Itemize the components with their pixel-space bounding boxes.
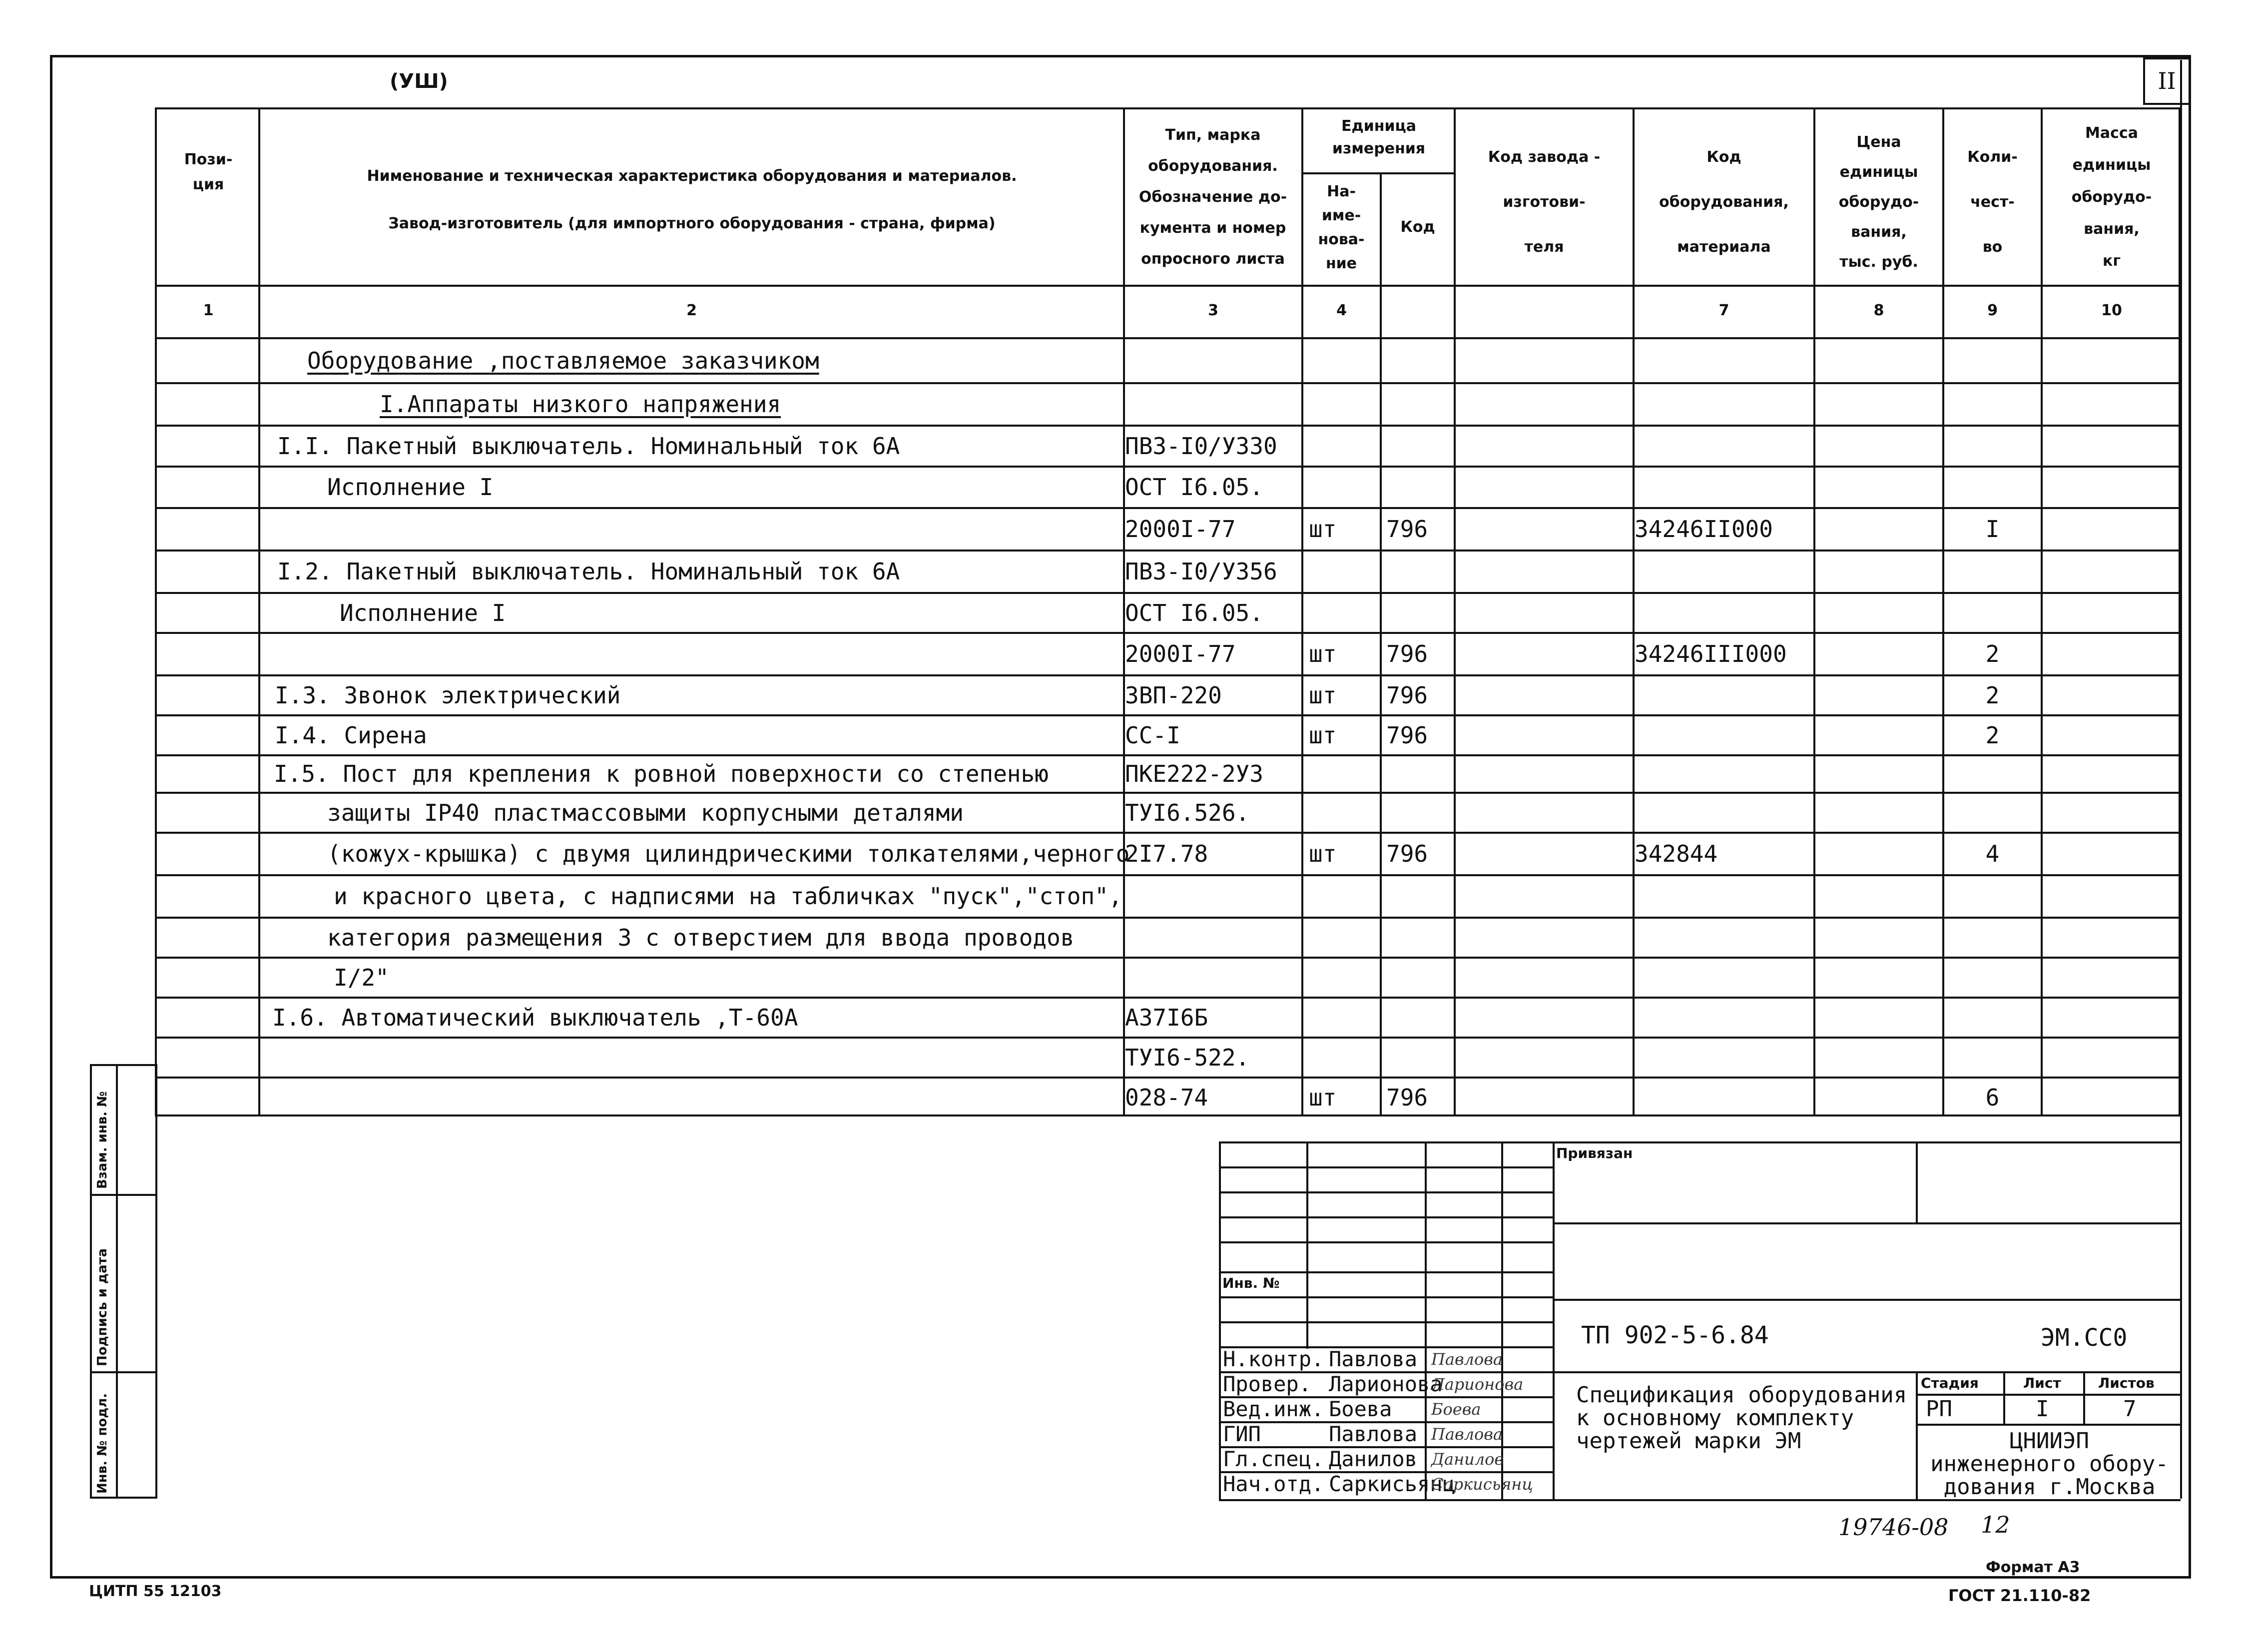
row-code bbox=[1386, 998, 1454, 1038]
row-code bbox=[1386, 1038, 1454, 1078]
row-qty bbox=[1944, 593, 2041, 633]
row-unit bbox=[1309, 755, 1379, 793]
row-name: I.I. Пакетный выключатель. Номинальный ток 6А bbox=[277, 433, 900, 460]
row-qty bbox=[1944, 383, 2041, 426]
signer-name: Данилов bbox=[1329, 1447, 1418, 1471]
row-equip_code: 34246II000 bbox=[1635, 516, 1773, 543]
signer-name: Боева bbox=[1329, 1397, 1392, 1421]
row-qty bbox=[1944, 755, 2041, 793]
inv-no-label: Инв. № bbox=[1222, 1275, 1280, 1291]
row-code bbox=[1386, 467, 1454, 508]
row-name: I.3. Звонок электрический bbox=[275, 682, 621, 709]
signer-role: ГИП bbox=[1223, 1422, 1261, 1446]
row-type bbox=[1125, 918, 1300, 958]
organization: ЦНИИЭП инженерного обору- дования г.Москва bbox=[1930, 1428, 2169, 1500]
row-unit: шт bbox=[1309, 840, 1337, 867]
signer-role: Провер. bbox=[1223, 1372, 1312, 1396]
row-unit bbox=[1309, 958, 1379, 998]
signer-role: Н.контр. bbox=[1223, 1347, 1324, 1371]
row-equip_code bbox=[1635, 675, 1813, 715]
row-code bbox=[1386, 551, 1454, 593]
colnum-2: 2 bbox=[686, 302, 697, 319]
colnum-3: 3 bbox=[1208, 302, 1218, 319]
header-unit-name: На- име- нова- ние bbox=[1318, 183, 1365, 272]
sheet-value: I bbox=[2036, 1396, 2049, 1422]
signer-name: Павлова bbox=[1329, 1347, 1418, 1371]
row-qty: 2 bbox=[1985, 640, 2000, 667]
row-unit bbox=[1309, 551, 1379, 593]
row-qty: I bbox=[1985, 516, 2000, 543]
colnum-7: 7 bbox=[1718, 302, 1729, 319]
side-label-signature-date: Подпись и дата bbox=[95, 1248, 110, 1366]
colnum-4: 4 bbox=[1336, 302, 1347, 319]
row-code bbox=[1386, 338, 1454, 383]
row-equip_code bbox=[1635, 958, 1813, 998]
row-type: А37I6Б bbox=[1125, 1004, 1208, 1031]
doc-code: ТП 902-5-6.84 bbox=[1581, 1321, 1769, 1349]
row-type: 028-74 bbox=[1125, 1084, 1208, 1111]
row-unit bbox=[1309, 793, 1379, 833]
format-label: Формат А3 bbox=[1986, 1559, 2080, 1576]
header-quantity: Коли- чест- во bbox=[1967, 148, 2018, 256]
row-qty bbox=[1944, 793, 2041, 833]
row-name: I.2. Пакетный выключатель. Номинальный ток 6А bbox=[277, 558, 900, 585]
row-code bbox=[1386, 383, 1454, 426]
page-number: II bbox=[2158, 67, 2176, 94]
row-qty bbox=[1944, 551, 2041, 593]
row-name: I.5. Пост для крепления к ровной поверхности со степенью bbox=[274, 760, 1049, 787]
side-label-inv-podl: Инв. № подл. bbox=[95, 1393, 110, 1494]
sheet-section: (УШ) bbox=[390, 70, 448, 93]
row-unit: шт bbox=[1309, 722, 1337, 749]
archive-page: 12 bbox=[1981, 1511, 2010, 1538]
row-type: СС-I bbox=[1125, 722, 1180, 749]
archive-number: 19746-08 bbox=[1838, 1514, 1949, 1541]
row-name: (кожух-крышка) с двумя цилиндрическими толкателями,черного bbox=[327, 840, 1130, 867]
row-equip_code bbox=[1635, 467, 1813, 508]
signature: Саркисьянц bbox=[1431, 1475, 1533, 1494]
row-type: ЗВП-220 bbox=[1125, 682, 1222, 709]
header-type: Тип, марка оборудования. Обозначение до- кумента и номер опросного листа bbox=[1138, 126, 1287, 268]
row-qty bbox=[1944, 467, 2041, 508]
row-name: I.Аппараты низкого напряжения bbox=[380, 391, 781, 418]
row-equip_code: 34246III000 bbox=[1635, 640, 1787, 667]
row-unit bbox=[1309, 918, 1379, 958]
signature: Ларионова bbox=[1431, 1375, 1524, 1394]
colnum-1: 1 bbox=[203, 302, 214, 319]
row-equip_code bbox=[1635, 1078, 1813, 1117]
signer-name: Павлова bbox=[1329, 1422, 1418, 1446]
header-position: Пози- ция bbox=[184, 151, 233, 193]
row-qty bbox=[1944, 875, 2041, 918]
row-qty: 4 bbox=[1985, 840, 2000, 867]
row-unit bbox=[1309, 593, 1379, 633]
signer-role: Нач.отд. bbox=[1223, 1472, 1324, 1496]
row-unit bbox=[1309, 338, 1379, 383]
row-name: I.4. Сирена bbox=[275, 722, 427, 749]
row-type: ПВЗ-I0/У356 bbox=[1125, 558, 1277, 585]
row-code: 796 bbox=[1386, 1084, 1428, 1111]
row-equip_code bbox=[1635, 1038, 1813, 1078]
signer-role: Вед.инж. bbox=[1223, 1397, 1324, 1421]
row-type: ОСТ I6.05. bbox=[1125, 474, 1263, 501]
row-equip_code bbox=[1635, 918, 1813, 958]
row-unit bbox=[1309, 426, 1379, 467]
privyazan-label: Привязан bbox=[1556, 1145, 1633, 1161]
row-name: Исполнение I bbox=[327, 474, 494, 501]
signature: Боева bbox=[1431, 1400, 1481, 1419]
row-equip_code bbox=[1635, 875, 1813, 918]
row-type: 2I7.78 bbox=[1125, 840, 1208, 867]
row-code: 796 bbox=[1386, 722, 1428, 749]
row-name: Оборудование ,поставляемое заказчиком bbox=[307, 347, 819, 374]
row-name: защиты IP40 пластмассовыми корпусными деталями bbox=[327, 799, 964, 826]
row-name: категория размещения 3 с отверстием для ввода проводов bbox=[327, 924, 1075, 951]
row-name: I/2" bbox=[334, 964, 389, 991]
header-unit-code: Код bbox=[1400, 218, 1435, 236]
row-qty: 2 bbox=[1985, 682, 2000, 709]
header-name: Нименование и техническая характеристика оборудования и материалов. Завод-изготовитель (для импортного оборудования - страна, фирма) bbox=[367, 167, 1017, 232]
signer-role: Гл.спец. bbox=[1223, 1447, 1324, 1471]
row-type bbox=[1125, 383, 1300, 426]
row-qty bbox=[1944, 998, 2041, 1038]
header-equipment-code: Код оборудования, материала bbox=[1659, 148, 1789, 256]
row-type: ТУI6-522. bbox=[1125, 1044, 1250, 1071]
row-code bbox=[1386, 875, 1454, 918]
row-unit: шт bbox=[1309, 682, 1337, 709]
signer-name: Саркисьянц bbox=[1329, 1472, 1455, 1496]
row-unit: шт bbox=[1309, 1084, 1337, 1111]
row-unit: шт bbox=[1309, 516, 1337, 543]
row-qty: 6 bbox=[1985, 1084, 2000, 1111]
row-qty bbox=[1944, 918, 2041, 958]
row-qty bbox=[1944, 958, 2041, 998]
row-unit bbox=[1309, 383, 1379, 426]
signature: Павлова bbox=[1431, 1350, 1503, 1369]
row-code bbox=[1386, 593, 1454, 633]
row-equip_code bbox=[1635, 755, 1813, 793]
row-code bbox=[1386, 918, 1454, 958]
row-code: 796 bbox=[1386, 640, 1428, 667]
row-type: 2000I-77 bbox=[1125, 516, 1236, 543]
side-label-replacement-inv: Взам. инв. № bbox=[95, 1091, 110, 1189]
row-name: I.6. Автоматический выключатель ,Т-60А bbox=[272, 1004, 798, 1031]
colnum-8: 8 bbox=[1873, 302, 1884, 319]
doc-mark: ЭМ.СС0 bbox=[2041, 1324, 2128, 1352]
stage-label: Стадия bbox=[1921, 1375, 1979, 1391]
row-name: Исполнение I bbox=[340, 599, 506, 626]
row-code bbox=[1386, 426, 1454, 467]
row-equip_code: 342844 bbox=[1635, 840, 1718, 867]
row-unit: шт bbox=[1309, 640, 1337, 667]
printer-label: ЦИТП 55 12103 bbox=[89, 1583, 222, 1600]
row-type: ТУI6.526. bbox=[1125, 799, 1250, 826]
row-type bbox=[1125, 338, 1300, 383]
row-equip_code bbox=[1635, 338, 1813, 383]
row-name: и красного цвета, с надписями на табличках "пуск","стоп", bbox=[334, 883, 1122, 910]
stage-value: РП bbox=[1926, 1396, 1952, 1422]
row-qty bbox=[1944, 426, 2041, 467]
row-code bbox=[1386, 958, 1454, 998]
row-type bbox=[1125, 875, 1300, 918]
sheets-label: Листов bbox=[2098, 1375, 2155, 1391]
row-unit bbox=[1309, 998, 1379, 1038]
row-unit bbox=[1309, 1038, 1379, 1078]
colnum-10: 10 bbox=[2101, 302, 2122, 319]
row-code bbox=[1386, 755, 1454, 793]
signature: Данилов bbox=[1431, 1450, 1504, 1469]
row-unit bbox=[1309, 875, 1379, 918]
row-type bbox=[1125, 958, 1300, 998]
gost-label: ГОСТ 21.110-82 bbox=[1948, 1586, 2091, 1605]
row-code bbox=[1386, 793, 1454, 833]
row-unit bbox=[1309, 467, 1379, 508]
row-code: 796 bbox=[1386, 682, 1428, 709]
row-code: 796 bbox=[1386, 840, 1428, 867]
row-code: 796 bbox=[1386, 516, 1428, 543]
row-type: 2000I-77 bbox=[1125, 640, 1236, 667]
sheets-value: 7 bbox=[2123, 1396, 2137, 1422]
row-equip_code bbox=[1635, 793, 1813, 833]
signature: Павлова bbox=[1431, 1425, 1503, 1444]
row-equip_code bbox=[1635, 715, 1813, 755]
header-mass: Масса единицы оборудо- вания, кг bbox=[2071, 124, 2152, 270]
row-equip_code bbox=[1635, 383, 1813, 426]
row-equip_code bbox=[1635, 426, 1813, 467]
row-qty bbox=[1944, 1038, 2041, 1078]
header-unit-group: Единица измерения bbox=[1332, 117, 1426, 157]
doc-title: Спецификация оборудования к основному комплекту чертежей марки ЭМ bbox=[1576, 1382, 1907, 1454]
row-type: ОСТ I6.05. bbox=[1125, 599, 1263, 626]
row-equip_code bbox=[1635, 593, 1813, 633]
row-qty bbox=[1944, 338, 2041, 383]
sheet-label: Лист bbox=[2023, 1375, 2061, 1391]
row-type: ПКЕ222-2У3 bbox=[1125, 760, 1263, 787]
row-type: ПВЗ-I0/У330 bbox=[1125, 433, 1277, 460]
row-equip_code bbox=[1635, 998, 1813, 1038]
header-price: Цена единицы оборудо- вания, тыс. руб. bbox=[1838, 133, 1919, 271]
header-manufacturer-code: Код завода - изготови- теля bbox=[1488, 148, 1601, 256]
colnum-9: 9 bbox=[1987, 302, 1998, 319]
signer-name: Ларионова bbox=[1329, 1372, 1443, 1396]
row-qty: 2 bbox=[1985, 722, 2000, 749]
row-equip_code bbox=[1635, 551, 1813, 593]
